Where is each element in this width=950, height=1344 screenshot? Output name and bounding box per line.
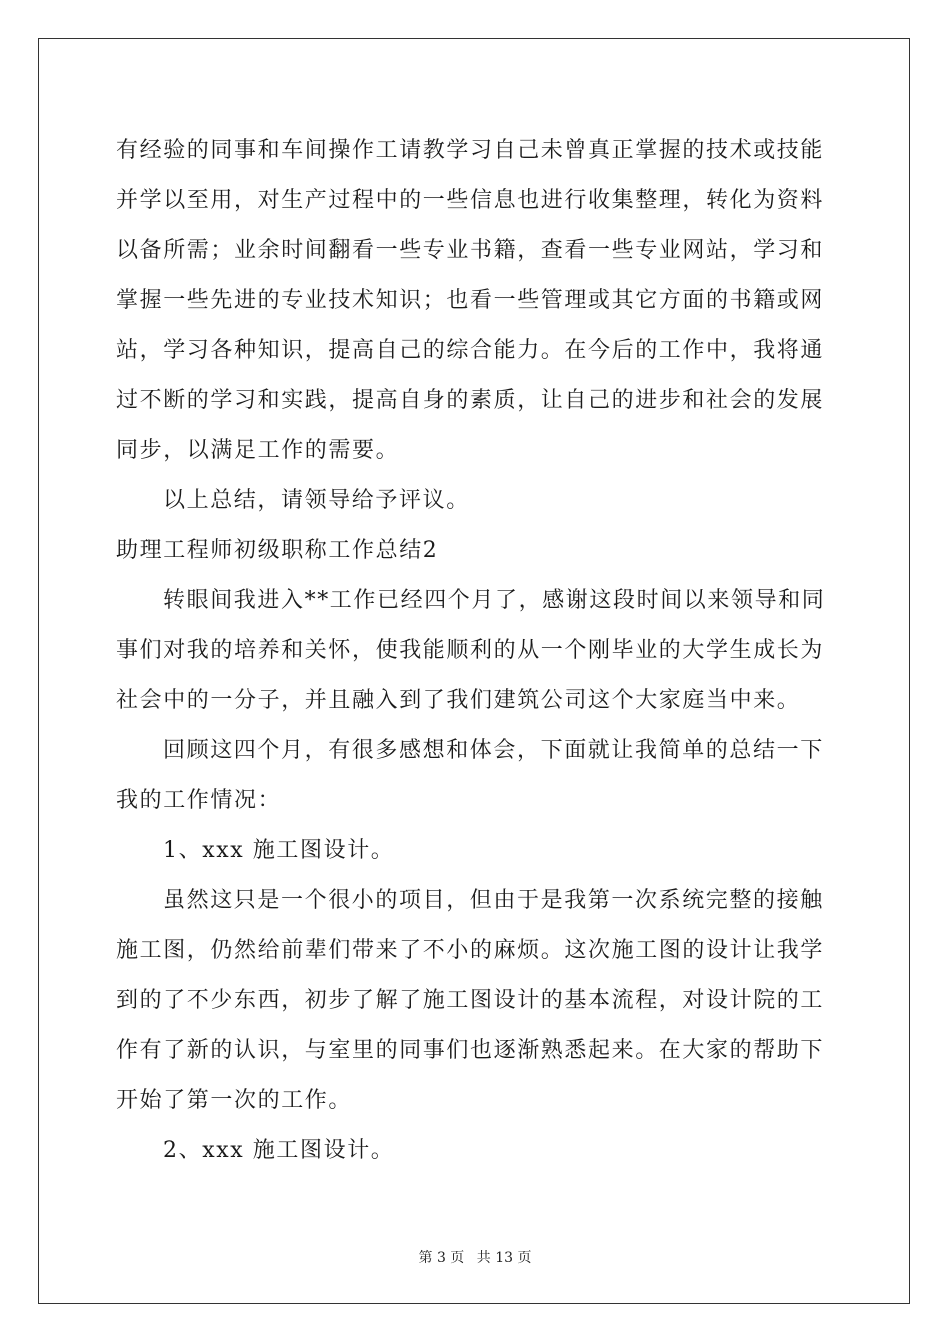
paragraph-line: 施工图，仍然给前辈们带来了不小的麻烦。这次施工图的设计让我学 bbox=[116, 938, 825, 963]
paragraph-line: 过不断的学习和实践，提高自身的素质，让自己的进步和社会的发展 bbox=[116, 388, 825, 413]
paragraph-line: 站，学习各种知识，提高自己的综合能力。在今后的工作中，我将通 bbox=[116, 338, 825, 363]
paragraph-line: 社会中的一分子，并且融入到了我们建筑公司这个大家庭当中来。 bbox=[116, 688, 801, 713]
paragraph-line: 掌握一些先进的专业技术知识；也看一些管理或其它方面的书籍或网 bbox=[116, 288, 825, 313]
paragraph-line: 开始了第一次的工作。 bbox=[116, 1088, 353, 1113]
page-number: 第 3 页 bbox=[418, 1250, 465, 1266]
paragraph-line: 我的工作情况： bbox=[116, 788, 282, 813]
list-item-heading: 2、xxx 施工图设计。 bbox=[163, 1138, 395, 1163]
paragraph-line: 回顾这四个月，有很多感想和体会，下面就让我简单的总结一下 bbox=[163, 738, 824, 763]
list-item-heading: 1、xxx 施工图设计。 bbox=[163, 838, 395, 863]
section-heading: 助理工程师初级职称工作总结2 bbox=[116, 538, 439, 563]
paragraph-line: 并学以至用，对生产过程中的一些信息也进行收集整理，转化为资料 bbox=[116, 188, 825, 213]
paragraph-line: 有经验的同事和车间操作工请教学习自己未曾真正掌握的技术或技能 bbox=[116, 138, 825, 163]
paragraph-line: 作有了新的认识，与室里的同事们也逐渐熟悉起来。在大家的帮助下 bbox=[116, 1038, 825, 1063]
paragraph-line: 同步，以满足工作的需要。 bbox=[116, 438, 400, 463]
paragraph-line: 转眼间我进入**工作已经四个月了，感谢这段时间以来领导和同 bbox=[163, 588, 826, 613]
paragraph-line: 事们对我的培养和关怀，使我能顺利的从一个刚毕业的大学生成长为 bbox=[116, 638, 825, 663]
document-body bbox=[116, 126, 836, 1176]
page-footer bbox=[0, 1247, 950, 1267]
paragraph-line: 以备所需；业余时间翻看一些专业书籍，查看一些专业网站，学习和 bbox=[116, 238, 825, 263]
paragraph-line: 到的了不少东西，初步了解了施工图设计的基本流程，对设计院的工 bbox=[116, 988, 825, 1013]
paragraph-line: 虽然这只是一个很小的项目，但由于是我第一次系统完整的接触 bbox=[163, 888, 824, 913]
total-pages: 共 13 页 bbox=[476, 1250, 532, 1266]
closing-line: 以上总结，请领导给予评议。 bbox=[163, 488, 470, 513]
